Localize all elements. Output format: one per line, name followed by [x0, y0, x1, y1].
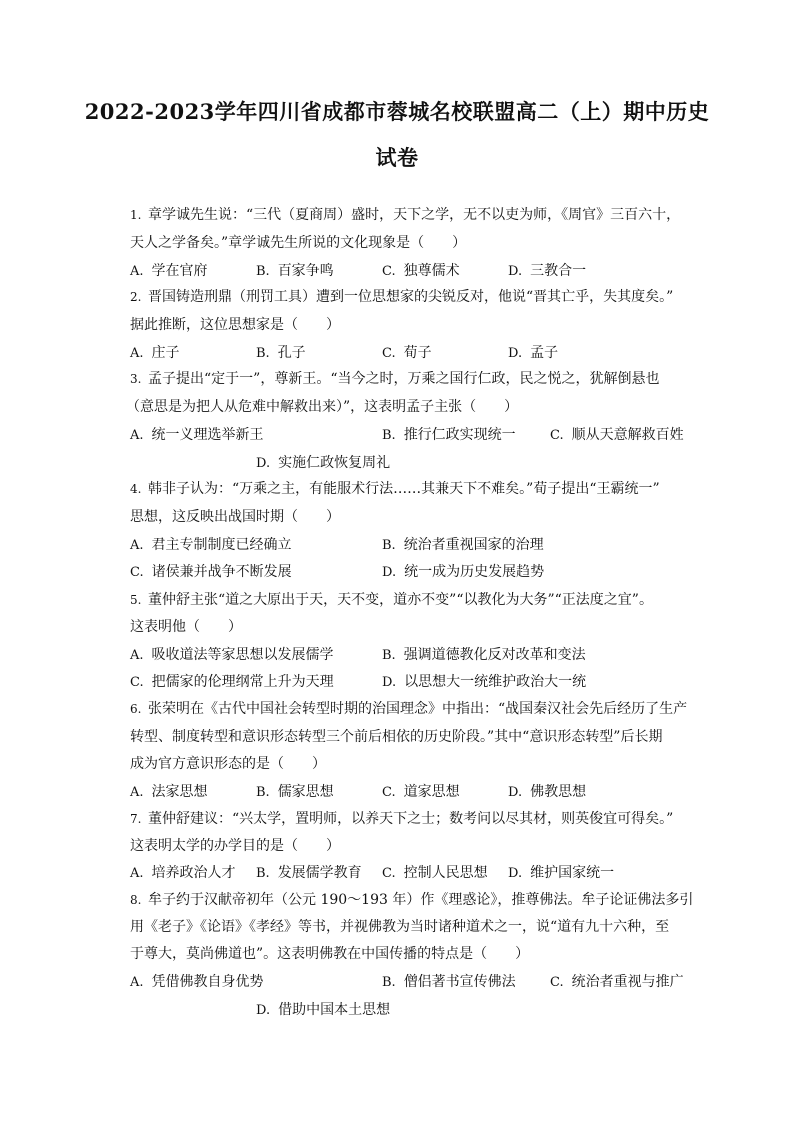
- question-3-option-d: D. 实施仁政恢复周礼: [256, 455, 391, 471]
- question-4-option-a: A. 君主专制制度已经确立: [130, 537, 292, 553]
- question-6-stem-line1: 6. 张荣明在《古代中国社会转型时期的治国理念》中指出：“战国秦汉社会先后经历了生产: [130, 701, 688, 717]
- question-number: 6.: [130, 702, 142, 716]
- question-3-option-b: B. 推行仁政实现统一: [382, 427, 516, 443]
- question-2-stem-line2: 据此推断，这位思想家是（ ）: [130, 317, 340, 333]
- question-8-option-c: C. 统治者重视与推广: [550, 974, 684, 990]
- question-3-option-c: C. 顺从天意解救百姓: [550, 427, 684, 443]
- question-6-stem-line3: 成为官方意识形态的是（ ）: [130, 756, 326, 772]
- exam-title-line2: 试卷: [375, 145, 419, 170]
- question-8-option-a: A. 凭借佛教自身优势: [130, 974, 264, 990]
- question-6-option-d: D. 佛教思想: [508, 784, 587, 800]
- question-number: 5.: [130, 593, 142, 607]
- question-5-option-b: B. 强调道德教化反对改革和变法: [382, 647, 586, 663]
- question-2-option-d: D. 孟子: [508, 345, 559, 361]
- question-6-option-a: A. 法家思想: [130, 784, 208, 800]
- question-3-stem-line1: 3. 孟子提出“定于一”，尊新王。“当今之时，万乘之国行仁政，民之悦之，犹解倒悬也: [130, 371, 660, 387]
- question-5-option-d: D. 以思想大一统维护政治大一统: [382, 674, 587, 690]
- question-2-stem-line1: 2. 晋国铸造刑鼎（刑罚工具）遭到一位思想家的尖锐反对，他说“晋其亡乎，失其度矣。”: [130, 289, 674, 305]
- question-7-stem-line2: 这表明太学的办学目的是（ ）: [130, 838, 340, 854]
- question-8-stem-line3: 于尊大，莫尚佛道也”。这表明佛教在中国传播的特点是（ ）: [130, 946, 530, 962]
- question-number: 1.: [130, 208, 142, 222]
- exam-title-line1: 2022-2023学年四川省成都市蓉城名校联盟高二（上）期中历史: [84, 99, 710, 124]
- question-3-stem-line2: （意思是为把人从危难中解救出来）”，这表明孟子主张（ ）: [126, 399, 519, 415]
- question-8-stem-line1: 8. 牟子约于汉献帝初年（公元 190～193 年）作《理惑论》，推尊佛法。牟子论证佛法多引: [130, 892, 694, 908]
- question-number: 7.: [130, 812, 142, 826]
- question-4-stem-line2: 思想，这反映出战国时期（ ）: [130, 509, 340, 525]
- question-5-option-c: C. 把儒家的伦理纲常上升为天理: [130, 674, 334, 690]
- question-6-option-b: B. 儒家思想: [256, 784, 334, 800]
- question-1-option-c: C. 独尊儒术: [382, 263, 460, 279]
- question-2-option-a: A. 庄子: [130, 345, 180, 361]
- question-1-option-a: A. 学在官府: [130, 263, 208, 279]
- question-1-option-d: D. 三教合一: [508, 263, 587, 279]
- question-3-option-a: A. 统一义理选举新王: [130, 427, 264, 443]
- question-8-stem-line2: 用《老子》《论语》《孝经》等书，并视佛教为当时诸种道术之一，说“道有九十六种，至: [130, 919, 670, 935]
- question-7-option-a: A. 培养政治人才: [130, 865, 236, 881]
- question-number: 8.: [130, 893, 142, 907]
- question-7-option-c: C. 控制人民思想: [382, 865, 488, 881]
- question-1-stem-line2: 天人之学备矣。”章学诚先生所说的文化现象是（ ）: [130, 235, 467, 251]
- question-4-stem-line1: 4. 韩非子认为：“万乘之主，有能服术行法……其兼天下不难矣。”荀子提出“王霸统一”: [130, 481, 660, 497]
- question-4-option-b: B. 统治者重视国家的治理: [382, 537, 544, 553]
- question-7-stem-line1: 7. 董仲舒建议：“兴太学，置明师，以养天下之士；数考问以尽其材，则英俊宜可得矣。”: [130, 811, 674, 827]
- question-6-option-c: C. 道家思想: [382, 784, 460, 800]
- question-4-option-d: D. 统一成为历史发展趋势: [382, 564, 545, 580]
- question-1-stem-line1: 1. 章学诚先生说：“三代（夏商周）盛时，天下之学，无不以吏为师，《周官》三百六十，: [130, 207, 681, 223]
- question-4-option-c: C. 诸侯兼并战争不断发展: [130, 564, 292, 580]
- question-8-option-d: D. 借助中国本土思想: [256, 1002, 391, 1018]
- question-1-option-b: B. 百家争鸣: [256, 263, 334, 279]
- question-7-option-d: D. 维护国家统一: [508, 865, 615, 881]
- question-2-option-b: B. 孔子: [256, 345, 306, 361]
- question-5-option-a: A. 吸收道法等家思想以发展儒学: [130, 647, 334, 663]
- question-number: 3.: [130, 372, 142, 386]
- question-6-stem-line2: 转型、制度转型和意识形态转型三个前后相依的历史阶段。”其中“意识形态转型”后长期: [130, 729, 663, 745]
- question-8-option-b: B. 僧侣著书宣传佛法: [382, 974, 516, 990]
- question-number: 2.: [130, 290, 142, 304]
- question-7-option-b: B. 发展儒学教育: [256, 865, 362, 881]
- question-number: 4.: [130, 482, 142, 496]
- question-5-stem-line1: 5. 董仲舒主张“道之大原出于天，天不变，道亦不变”“以教化为大务”“正法度之宜”。: [130, 592, 653, 608]
- question-5-stem-line2: 这表明他（ ）: [130, 619, 242, 635]
- question-2-option-c: C. 荀子: [382, 345, 432, 361]
